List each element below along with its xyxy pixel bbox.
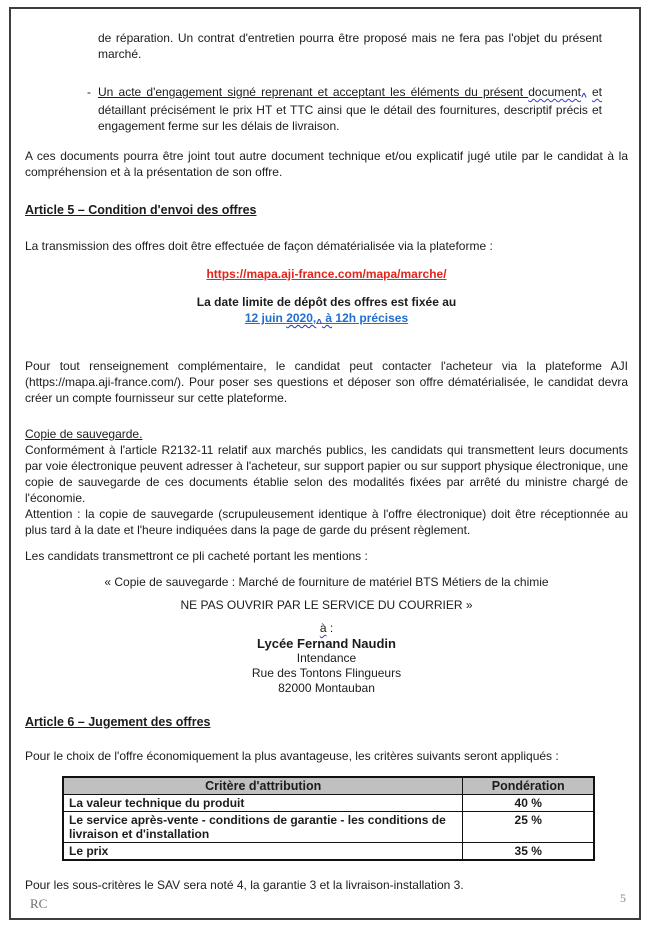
platform-link-line <box>25 266 628 282</box>
deadline-label: La date limite de dépôt des offres est fixée au <box>196 295 457 309</box>
contact-paragraph: Pour tout renseignement complémentaire, le candidat peut contacter l'acheteur via la plateforme AJI (https://mapa.aji-france.com/). Pour poser ses questions et déposer son offre dématérialisée, le candidat devra créer un compte fournisseur sur cette plateforme. <box>25 359 628 405</box>
backup-paragraph-1: Conformément à l'article R2132-11 relatif aux marchés publics, les candidats qui transmettent leurs documents par voie électronique peuvent adresser à l'acheteur, sur support papier ou sur support physique électronique, une copie de sauvegarde de ces documents établie selon des modalités fixées par arrêté du ministre chargé de l'économie. <box>25 443 628 505</box>
backup-paragraph-2: Attention : la copie de sauvegarde (scrupuleusement identique à l'offre électronique) doit être réceptionnée au plus tard à la date et l'heure indiquées dans la page de garde du présent règlement. <box>25 507 628 537</box>
envelope-mention-line1: « Copie de sauvegarde : Marché de fourniture de matériel BTS Métiers de la chimie <box>104 575 549 589</box>
revision-caret-icon: ^ <box>580 92 587 103</box>
bullet-acte-engagement <box>87 84 602 134</box>
recipient-street: Rue des Tontons Flingueurs <box>251 666 402 680</box>
page-content <box>25 30 628 893</box>
recipient-city: 82000 Montauban <box>278 681 375 695</box>
backup-paragraph-3: Les candidats transmettront ce pli cacheté portant les mentions : <box>25 549 368 563</box>
deadline-date-line <box>25 310 628 328</box>
revision-marked-word-et: et <box>591 85 602 99</box>
table-row <box>63 812 594 843</box>
deadline-revision-a: à <box>322 311 333 325</box>
article6-heading: Article 6 – Jugement des offres <box>25 715 211 729</box>
criteria-header-attribution: Critère d'attribution <box>63 777 463 795</box>
to-label-colon: : <box>326 621 334 635</box>
criterion-cell: La valeur technique du produit <box>63 795 463 812</box>
paragraph-autres-documents: A ces documents pourra être joint tout autre document technique et/ou explicatif jugé utile par le candidat à la compréhension et à la présentation de son offre. <box>25 149 628 179</box>
weight-cell: 25 % <box>463 812 594 843</box>
recipient-dept: Intendance <box>296 651 357 665</box>
deadline-revision-2020: 2020, <box>286 311 317 325</box>
subcriteria-note: Pour les sous-critères le SAV sera noté 4, la garantie 3 et la livraison-installation 3. <box>25 878 464 892</box>
recipient-name: Lycée Fernand Naudin <box>257 636 396 651</box>
bullet-dash: - <box>87 85 91 99</box>
deadline-part4: 12h précises <box>332 311 409 325</box>
bullet-rest-text: détaillant précisément le prix HT et TTC ainsi que le détail des fournitures, descriptif précis et engagement ferme sur les délais de livraison. <box>98 103 602 133</box>
footer-page-number: 5 <box>620 891 626 905</box>
criteria-table <box>62 776 595 861</box>
deadline-part1: 12 juin <box>244 311 287 325</box>
deadline-revision-caret-icon: ^ <box>316 318 323 329</box>
bullet-underlined-text: Un acte d'engagement signé reprenant et acceptant les éléments du présent <box>98 85 529 99</box>
footer-doc-ref: RC <box>30 896 48 911</box>
criteria-header-ponderation: Pondération <box>463 777 594 795</box>
table-row <box>63 795 594 812</box>
deadline-date-link[interactable] <box>244 311 409 329</box>
criterion-cell: Le service après-vente - conditions de garantie - les conditions de livraison et d'installation <box>63 812 463 843</box>
weight-cell: 35 % <box>463 843 594 861</box>
backup-heading: Copie de sauvegarde. <box>25 427 143 441</box>
criteria-table-header-row <box>63 777 594 795</box>
article5-intro: La transmission des offres doit être effectuée de façon dématérialisée via la plateforme : <box>25 239 493 253</box>
to-label-line <box>25 620 628 636</box>
platform-url-link[interactable]: https://mapa.aji-france.com/mapa/marche/ <box>206 267 447 281</box>
criterion-cell: Le prix <box>63 843 463 861</box>
paragraph-repair: de réparation. Un contrat d'entretien pourra être proposé mais ne fera pas l'objet du présent marché. <box>98 31 602 61</box>
article5-heading: Article 5 – Condition d'envoi des offres <box>25 203 257 217</box>
revision-marked-word-document: document <box>528 85 581 99</box>
article6-intro: Pour le choix de l'offre économiquement la plus avantageuse, les critères suivants seront appliqués : <box>25 749 559 763</box>
weight-cell: 40 % <box>463 795 594 812</box>
to-label-revision-a: à <box>319 621 327 635</box>
table-row <box>63 843 594 861</box>
envelope-mention-line2: NE PAS OUVRIR PAR LE SERVICE DU COURRIER » <box>180 598 473 612</box>
